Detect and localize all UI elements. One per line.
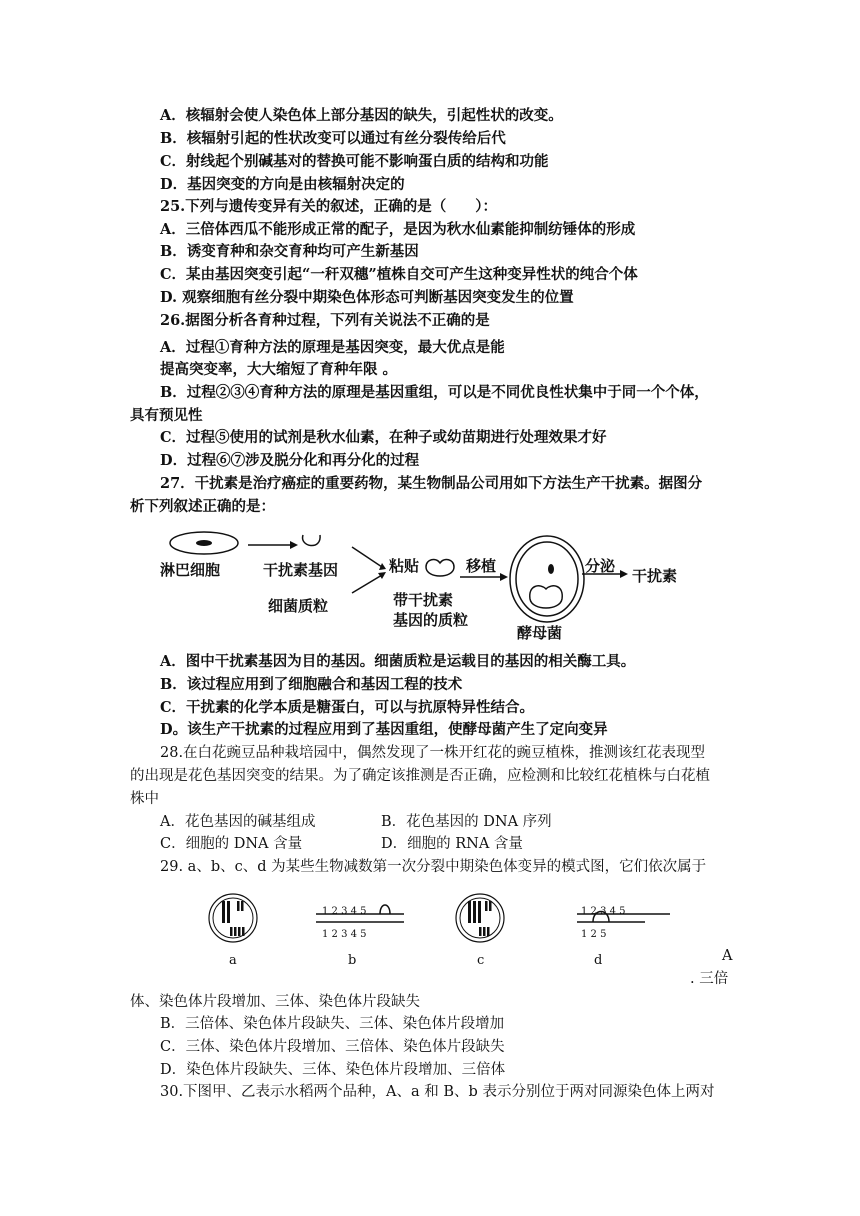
figure-d-bottom-numbers: 1 2 5	[581, 929, 607, 940]
q30-stem: 30.下图甲、乙表示水稻两个品种，A、a 和 B、b 表示分别位于两对同源染色体上两对	[160, 1084, 715, 1100]
q26-option-b-line1: B．过程②③④育种方法的原理是基因重组，可以是不同优良性状集中于同一个个体，	[160, 384, 709, 401]
q27-option-c: C．干扰素的化学本质是糖蛋白，可以与抗原特异性结合。	[160, 699, 535, 716]
figure-a-label: a	[229, 953, 237, 968]
figure-d-top-numbers: 1 2 3 4 5	[581, 906, 626, 917]
yeast-plasmid-shape	[530, 586, 562, 608]
figure-b-top-numbers: 1 2 3 4 5	[322, 906, 367, 917]
label-yeast: 酵母菌	[517, 624, 563, 642]
q28-option-d: D．细胞的 RNA 含量	[381, 836, 523, 852]
label-secrete: 分泌	[585, 557, 616, 575]
label-transplant: 移植	[466, 557, 497, 575]
label-recombinant-line1: 带干扰素	[393, 591, 454, 609]
q29-option-a-continued: 体、染色体片段增加、三体、染色体片段缺失	[130, 994, 420, 1010]
yeast-inner-shape	[516, 542, 578, 616]
q26-option-b-line2: 具有预见性	[130, 407, 203, 424]
q28-stem-line2: 的出现是花色基因突变的结果。为了确定该推测是否正确，应检测和比较红花植株与白花植	[130, 768, 710, 784]
arrow-3	[352, 575, 382, 593]
gene-fragment-shape	[303, 535, 321, 546]
figure-a-cell	[208, 887, 258, 949]
q27-option-d: D。该生产干扰素的过程应用到了基因重组，使酵母菌产生了定向变异	[160, 721, 608, 738]
figure-d-label: d	[594, 953, 603, 968]
q29-option-b: B．三倍体、染色体片段缺失、三体、染色体片段增加	[160, 1016, 505, 1032]
q29-stem: 29. a、b、c、d 为某些生物减数第一次分裂中期染色体变异的模式图，它们依次属于	[160, 859, 707, 875]
yeast-nucleus-shape	[548, 564, 554, 574]
q24-option-d: D．基因突变的方向是由核辐射决定的	[160, 176, 405, 193]
q25-option-c: C．某由基因突变引起“一秆双穗”植株自交可产生这种变异性状的纯合个体	[160, 266, 638, 283]
label-interferon-gene: 干扰素基因	[263, 561, 339, 579]
label-interferon-product: 干扰素	[632, 567, 678, 585]
q27-stem-line1: 27．干扰素是治疗癌症的重要药物，某生物制品公司用如下方法生产干扰素。据图分	[160, 475, 703, 492]
q26-option-a-line1: A．过程①育种方法的原理是基因突变，最大优点是能	[160, 339, 505, 356]
arrow-2	[352, 547, 382, 567]
label-recombinant-line2: 基因的质粒	[393, 611, 469, 629]
q28-option-a: A．花色基因的碱基组成	[160, 814, 316, 830]
yeast-outer-shape	[510, 536, 584, 622]
q26-stem: 26.据图分析各育种过程，下列有关说法不正确的是	[160, 312, 490, 329]
q29-option-a-tail: . 三倍	[690, 971, 729, 987]
q26-option-a-line2: 提高突变率，大大缩短了育种年限 。	[160, 361, 398, 378]
q28-option-b: B．花色基因的 DNA 序列	[381, 814, 552, 830]
q25-option-b: B．诱变育种和杂交育种均可产生新基因	[160, 243, 419, 260]
label-paste: 粘贴	[389, 557, 420, 575]
q26-option-c: C．过程⑤使用的试剂是秋水仙素，在种子或幼苗期进行处理效果才好	[160, 429, 607, 446]
q24-option-b: B．核辐射引起的性状改变可以通过有丝分裂传给后代	[160, 130, 506, 147]
q29-option-c: C．三体、染色体片段增加、三倍体、染色体片段缺失	[160, 1039, 505, 1055]
q24-option-c: C．射线起个别碱基对的替换可能不影响蛋白质的结构和功能	[160, 153, 549, 170]
figure-b-bottom-numbers: 1 2 3 4 5	[322, 929, 367, 940]
q25-stem: 25.下列与遗传变异有关的叙述，正确的是（ ）：	[160, 198, 497, 215]
recombinant-plasmid-shape	[426, 560, 454, 576]
q28-stem-line1: 28.在白花豌豆品种栽培园中，偶然发现了一株开红花的豌豆植株，推测该红花表现型	[160, 745, 706, 761]
figure-b-label: b	[348, 953, 357, 968]
q26-option-d: D．过程⑥⑦涉及脱分化和再分化的过程	[160, 452, 420, 469]
interferon-production-diagram	[160, 525, 700, 645]
q27-stem-line2: 析下列叙述正确的是：	[130, 498, 275, 515]
label-lymph-cell: 淋巴细胞	[160, 561, 221, 579]
figure-c-label: c	[477, 953, 485, 968]
q28-stem-line3: 株中	[130, 791, 159, 807]
q27-option-b: B．该过程应用到了细胞融合和基因工程的技术	[160, 676, 463, 693]
q29-option-d: D．染色体片段缺失、三体、染色体片段增加、三倍体	[160, 1062, 506, 1078]
q28-option-c: C．细胞的 DNA 含量	[160, 836, 303, 852]
q25-option-d: D. 观察细胞有丝分裂中期染色体形态可判断基因突变发生的位置	[160, 289, 574, 306]
q25-option-a: A．三倍体西瓜不能形成正常的配子，是因为秋水仙素能抑制纺锤体的形成	[160, 221, 636, 238]
label-bacterial-plasmid: 细菌质粒	[268, 597, 329, 615]
q24-option-a: A．核辐射会使人染色体上部分基因的缺失，引起性状的改变。	[160, 107, 563, 124]
lymph-nucleus-shape	[196, 540, 212, 546]
q29-option-a-letter: A	[722, 948, 733, 964]
figure-c-cell	[455, 887, 505, 949]
q27-option-a: A．图中干扰素基因为目的基因。细菌质粒是运载目的基因的相关酶工具。	[160, 653, 636, 670]
